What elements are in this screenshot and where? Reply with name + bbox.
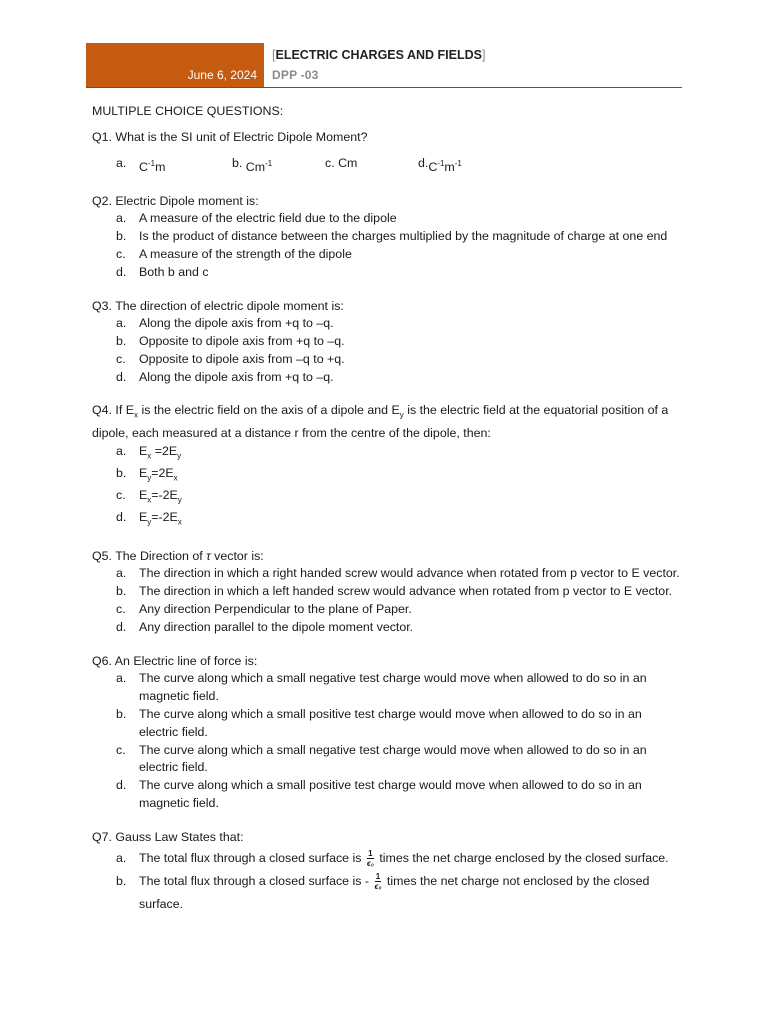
question-text: Q7. Gauss Law States that: xyxy=(92,829,244,844)
document-title xyxy=(272,48,485,62)
option-label: b. xyxy=(116,873,127,888)
option-text: Both b and c xyxy=(139,264,209,279)
option-label: a. xyxy=(116,566,127,581)
option-label: c. xyxy=(325,155,335,170)
option-label: d. xyxy=(116,778,127,793)
option-text: $Cm^{-1}$ xyxy=(245,158,273,174)
option-text: Opposite to dipole axis from –q to +q. xyxy=(139,351,345,366)
options-list xyxy=(92,210,680,281)
option-label: d. xyxy=(116,510,127,525)
question-4 xyxy=(92,402,680,531)
options-list xyxy=(92,155,680,177)
section-title: MULTIPLE CHOICE QUESTIONS: xyxy=(92,104,284,118)
option-a xyxy=(92,315,680,333)
option-text: $E_y=-2E_x$ xyxy=(139,510,182,527)
option-text: The curve along which a small positive test charge would move when allowed to do so in an magnetic field. xyxy=(139,778,642,810)
document-subtitle: DPP -03 xyxy=(272,68,319,82)
title-text: ELECTRIC CHARGES AND FIELDS xyxy=(275,48,482,62)
option-c xyxy=(92,601,680,619)
document-body xyxy=(92,103,680,916)
question-7 xyxy=(92,829,680,916)
option-label: a. xyxy=(116,155,127,170)
question-text: Q1. What is the SI unit of Electric Dipole Moment? xyxy=(92,129,368,144)
option-a xyxy=(92,210,680,228)
option-label: c. xyxy=(116,488,126,503)
option-label: c. xyxy=(116,246,126,261)
question-text: Q5. The Direction of τ vector is: xyxy=(92,548,264,563)
fraction-one-over-epsilon: $\frac{1}{\text{ϵ₀}}$ xyxy=(374,871,382,891)
option-label: a. xyxy=(116,443,127,458)
option-text: The total flux through a closed surface is - $\frac{1}{\text{ϵ₀}}$ times the net charge not enclosed by the closed surface. xyxy=(139,871,650,911)
option-text: The curve along which a small negative test charge would move when allowed to do so in an magnetic field. xyxy=(139,671,647,704)
option-d xyxy=(92,509,680,531)
option-a xyxy=(92,847,680,870)
option-text: $C^{-1}m^{-1}$ xyxy=(428,158,462,174)
question-1 xyxy=(92,129,680,177)
option-label: a. xyxy=(116,850,127,865)
tau-symbol: τ xyxy=(206,548,211,563)
question-text: Q2. Electric Dipole moment is: xyxy=(92,193,259,208)
option-b xyxy=(92,583,680,601)
option-text: The curve along which a small positive test charge would move when allowed to do so in an electric field. xyxy=(139,706,642,739)
option-label: d. xyxy=(116,619,127,634)
option-label: a. xyxy=(116,316,127,331)
header-date: June 6, 2024 xyxy=(187,68,257,82)
option-c xyxy=(92,742,680,778)
option-c xyxy=(92,351,680,369)
option-text: Any direction Perpendicular to the plane of Paper. xyxy=(139,602,412,616)
option-label: b. xyxy=(116,584,127,599)
option-text: The curve along which a small negative test charge would move when allowed to do so in an electric field. xyxy=(139,742,647,775)
option-label: c. xyxy=(116,742,126,757)
option-label: b. xyxy=(116,465,127,480)
option-text: Along the dipole axis from +q to –q. xyxy=(139,369,334,384)
option-a xyxy=(92,565,680,583)
options-list xyxy=(92,565,680,636)
option-d xyxy=(92,369,680,387)
option-text: Opposite to dipole axis from +q to –q. xyxy=(139,334,345,349)
option-label: a. xyxy=(116,671,127,686)
option-text: The direction in which a left handed screw would advance when rotated from p vector to E vector. xyxy=(139,584,673,599)
option-text: Is the product of distance between the charges multiplied by the magnitude of charge at one end xyxy=(139,229,668,244)
option-a xyxy=(92,670,680,706)
option-b xyxy=(232,155,325,177)
options-list xyxy=(92,315,680,386)
option-label: c. xyxy=(116,351,126,366)
option-text: The total flux through a closed surface is $\frac{1}{\text{ϵ₀}}$ times the net charge enclosed by the closed surface. xyxy=(139,848,669,868)
header-rule xyxy=(86,87,682,88)
title-bracket-open: [ xyxy=(272,48,276,62)
question-text: Q3. The direction of electric dipole moment is: xyxy=(92,298,344,313)
option-b xyxy=(92,333,680,351)
option-label: b. xyxy=(116,706,127,721)
option-b xyxy=(92,870,680,916)
option-d xyxy=(92,264,680,282)
option-text: $E_x =2E_y$ xyxy=(139,443,182,461)
option-label: a. xyxy=(116,211,127,226)
option-text: The direction in which a right handed screw would advance when rotated from p vector to E vector. xyxy=(139,566,680,581)
option-text: A measure of the strength of the dipole xyxy=(139,246,352,261)
options-list xyxy=(92,670,680,812)
option-label: b. xyxy=(232,155,243,170)
option-label: b. xyxy=(116,334,127,349)
question-text: Q4. If $E_x$ is the electric field on the axis of a dipole and $E_y$ is the electric field at the equatorial position of a dipole, each measured at a distance r from the centre of the dipole, then: xyxy=(92,403,669,440)
option-text: Cm xyxy=(338,155,358,170)
option-a xyxy=(116,155,232,177)
option-label: d. xyxy=(418,155,429,170)
question-6 xyxy=(92,653,680,813)
option-b xyxy=(92,465,680,487)
option-text: $E_y=2E_x$ xyxy=(139,465,178,483)
option-d xyxy=(92,619,680,637)
title-bracket-close: ] xyxy=(481,48,486,62)
option-label: d. xyxy=(116,264,127,279)
option-c xyxy=(325,155,418,177)
option-d xyxy=(418,155,462,177)
option-label: c. xyxy=(116,602,126,616)
option-text: A measure of the electric field due to the dipole xyxy=(139,211,397,226)
option-c xyxy=(92,487,680,509)
option-c xyxy=(92,246,680,264)
question-text: Q6. An Electric line of force is: xyxy=(92,653,258,668)
option-label: d. xyxy=(116,369,127,384)
option-b xyxy=(92,228,680,246)
option-text: $E_x=-2E_y$ xyxy=(139,488,182,505)
option-label: b. xyxy=(116,229,127,244)
options-list xyxy=(92,443,680,532)
options-list xyxy=(92,847,680,916)
question-5 xyxy=(92,548,680,637)
question-2 xyxy=(92,193,680,282)
fraction-one-over-epsilon: $\frac{1}{\text{ϵ₀}}$ xyxy=(366,848,374,868)
option-text: $C^{-1}m$ xyxy=(139,158,166,174)
question-3 xyxy=(92,298,680,387)
option-text: Along the dipole axis from +q to –q. xyxy=(139,316,334,331)
option-text: Any direction parallel to the dipole moment vector. xyxy=(139,619,414,634)
option-a xyxy=(92,443,680,465)
option-d xyxy=(92,777,680,813)
option-b xyxy=(92,706,680,742)
